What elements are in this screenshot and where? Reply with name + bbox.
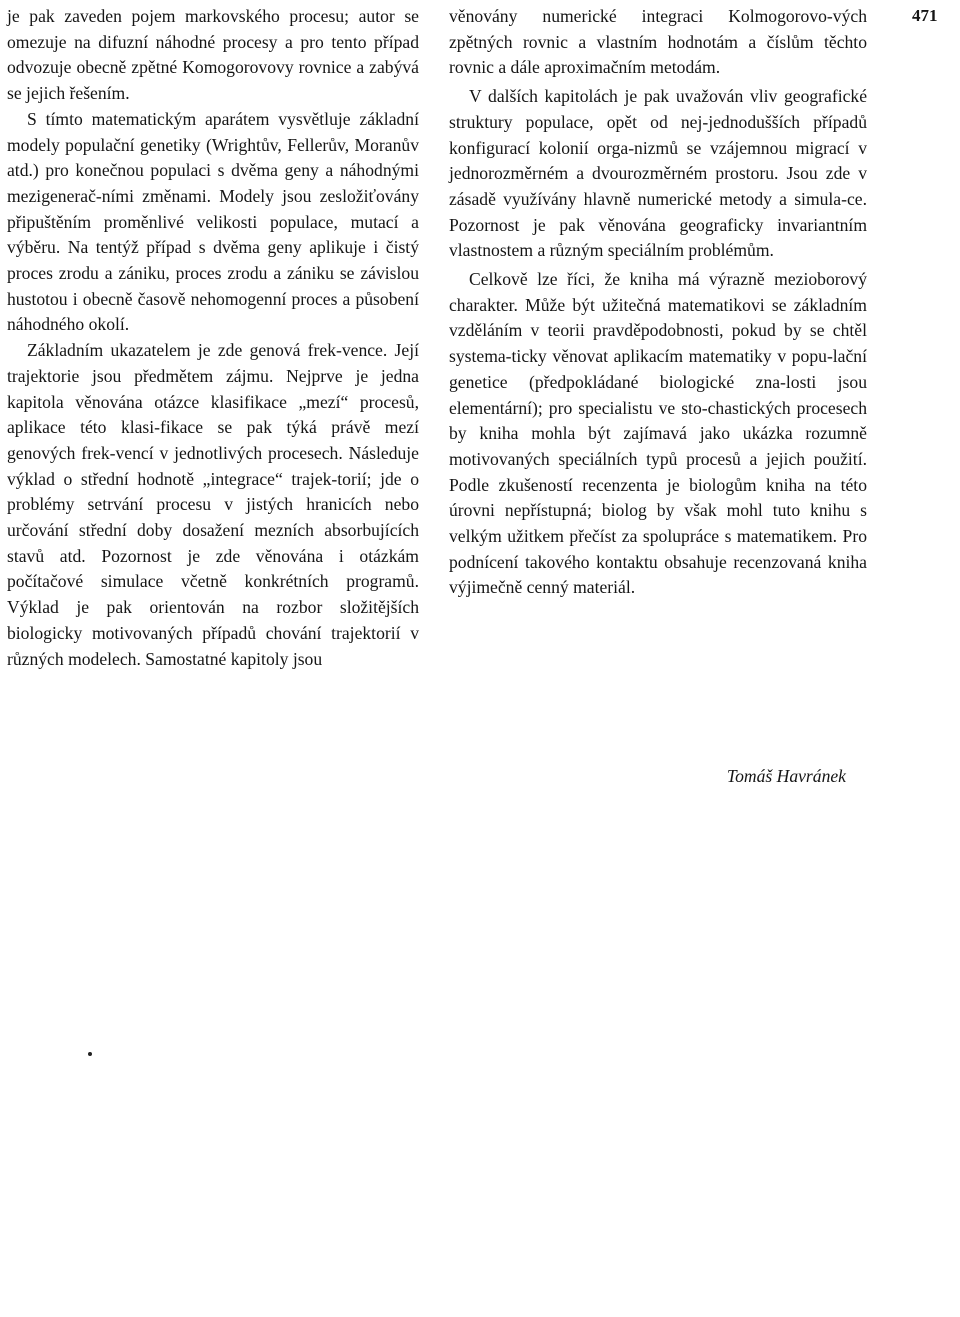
page-number: 471 (912, 6, 938, 25)
scan-speck (88, 1052, 92, 1056)
right-paragraph-3: Celkově lze říci, že kniha má výrazně mezioborový charakter. Může být užitečná matematikovi se základním vzděláním v teorii pravděpodobnosti, pokud by se chtěl systema-ticky věnovat aplikacím matematiky v popu-lační genetice (předpokládané biologické zna-losti jsou elementární); pro specialistu ve sto-chastických procesech by kniha mohla být zajímavá jako ukázka rozumně motivovaných speciálních typů procesů a jejich použití. Podle zkušeností recenzenta je biologům kniha na této úrovni nepřístupná; biolog by však mohl tuto knihu s velkým užitkem přečíst za spolupráce s matematikem. Pro podnícení takového kontaktu obsahuje recenzovaná kniha výjimečně cenný materiál. (449, 269, 867, 598)
left-column (7, 4, 419, 672)
right-paragraph-1: věnovány numerické integraci Kolmogorovo-vých zpětných rovnic a vlastním hodnotám a číslům těchto rovnic a dále aproximačním metodám. (449, 6, 867, 78)
left-paragraph-2: S tímto matematickým aparátem vysvětluje základní modely populační genetiky (Wrightův, Fellerův, Moranův atd.) pro konečnou populaci s dvěma geny a náhodnými mezigenerač-ními změnami. Modely jsou zesložiťovány připuštěním proměnlivé velikosti populace, mutací a výběru. Na tentýž případ s dvěma geny aplikuje i čistý proces zrodu a zániku, proces zrodu a zániku se závislou hustotou i obecně časově nehomogenní proces a působení náhodného okolí. (7, 108, 419, 335)
left-paragraph-3: Základním ukazatelem je zde genová frek-vence. Její trajektorie jsou předmětem zájmu. Nejprve je jedna kapitola věnována otázce klasifikace „mezí“ procesů, aplikace této klasi-fikace se pak týká právě mezí genových frek-vencí v jednotlivých procesech. Následuje výklad o střední hodnotě „integrace“ trajek-torií; jde o problémy setrvání procesu v jistých hranicích nebo určování střední doby dosažení mezních absorbujících stavů atd. Pozornost je zde věnována i otázkám počítačové simulace včetně konkrétních programů. Výklad je pak orientován na rozbor složitějších biologicky motivovaných případů chování trajektorií v různých modelech. Samostatné kapitoly jsou (7, 340, 419, 669)
right-paragraph-2: V dalších kapitolách je pak uvažován vliv geografické struktury populace, opět od nej-jednodušších případů konfigurací kolonií orga-nizmů se vzájemnou migrací v jednorozměrném a dvourozměrném prostoru. Jsou zde v zásadě využívány hlavně numerické metody a simula-ce. Pozornost je pak věnována geograficky invariantním vlastnostem a různým speciálním problémům. (449, 86, 867, 261)
author-signature: Tomáš Havránek (726, 766, 846, 786)
right-column (449, 4, 867, 601)
left-paragraph-1: je pak zaveden pojem markovského procesu; autor se omezuje na difuzní náhodné procesy a pro tento případ odvozuje obecně zpětné Komogorovovy rovnice a zabývá se jejich řešením. (7, 6, 419, 104)
